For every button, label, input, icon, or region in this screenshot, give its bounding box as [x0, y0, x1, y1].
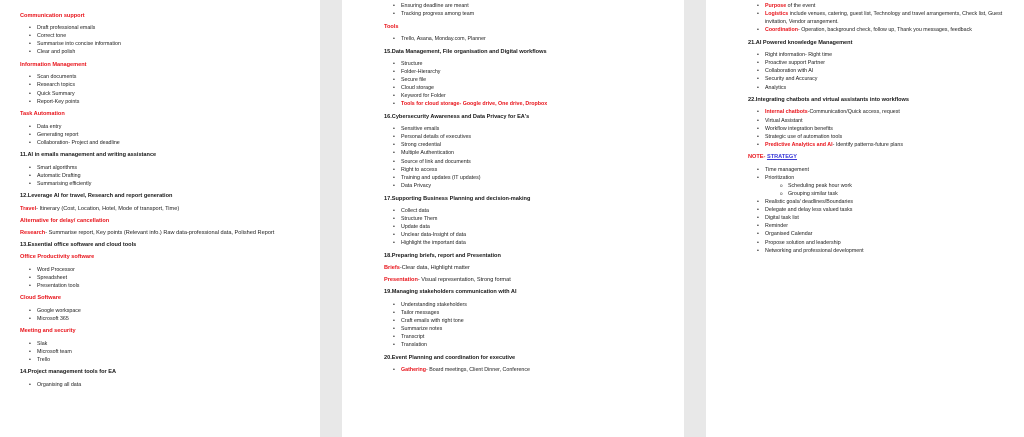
list-item	[20, 48, 320, 56]
list-item-text: of the event	[786, 3, 816, 9]
list-item	[748, 117, 1024, 125]
section-heading: 11.AI in emails management and writing assistance	[20, 152, 157, 159]
list-item-text: Highlight the important data	[401, 240, 466, 247]
bullet-list	[384, 125, 684, 190]
list-item-text: Quick Summary	[37, 90, 75, 97]
list-item	[748, 108, 1024, 116]
list-item-text: Propose solution and leadership	[765, 239, 841, 246]
list-item	[384, 182, 684, 190]
list-item-text: Source of link and documents	[401, 158, 471, 165]
list-item	[20, 40, 320, 48]
list-item-text: Transcript	[401, 333, 425, 340]
list-item-text: Summarize notes	[401, 325, 443, 332]
list-item	[20, 315, 320, 323]
list-item	[384, 125, 684, 133]
list-item	[20, 381, 320, 389]
list-item-text: Ensuring deadline are meant	[401, 3, 469, 9]
list-item	[20, 32, 320, 40]
section-heading: 15.Data Management, File organisation and Digital workflows	[384, 48, 547, 55]
list-item	[384, 333, 684, 341]
list-item-lead: Gathering	[401, 366, 427, 373]
paragraph-lead: Research	[20, 230, 46, 236]
list-item-text: Structure Them	[401, 215, 438, 222]
list-item-text: Security and Accuracy	[765, 76, 818, 83]
list-item-text: Slak	[37, 340, 48, 347]
paragraph-text: - Visual representation, Strong format	[417, 277, 511, 284]
list-item	[748, 10, 1024, 26]
list-item	[384, 341, 684, 349]
list-item	[748, 2, 1024, 10]
list-item-text: Keyword for Folder	[401, 93, 446, 100]
list-item-text: Organised Calendar	[765, 231, 813, 238]
list-item	[20, 282, 320, 290]
list-item	[384, 174, 684, 182]
list-item-text: Presentation tools	[37, 282, 80, 289]
list-item-text: Tailor messages	[401, 309, 440, 316]
list-item-text: Analytics	[765, 84, 787, 91]
list-item-text: Collect data	[401, 207, 429, 214]
list-item-text: Clear and polish	[37, 49, 76, 56]
bullet-list	[20, 73, 320, 105]
list-item-text: Microsoft team	[37, 348, 72, 355]
bullet-list	[384, 301, 684, 350]
bullet-list	[384, 366, 684, 374]
section-heading: 13.Essential office software and cloud tools	[20, 242, 137, 249]
list-item-lead: Coordination	[765, 27, 798, 34]
note-strategy-link[interactable]: STRATEGY	[766, 154, 798, 161]
list-item	[20, 180, 320, 188]
list-item-text: Summarise into concise information	[37, 41, 121, 48]
list-item	[20, 266, 320, 274]
section-heading: Office Productivity software	[20, 254, 95, 261]
section-heading: 12.Leverage AI for travel, Research and report generation	[20, 193, 173, 200]
list-item-text: Craft emails with right tone	[401, 317, 464, 324]
list-item-text: - Identify patterns-future plans	[832, 141, 903, 148]
bullet-list	[384, 207, 684, 247]
bullet-list	[20, 381, 320, 389]
list-item-text: Workflow integration benefits	[765, 125, 833, 132]
list-item-text: Data entry	[37, 123, 62, 130]
list-item	[20, 340, 320, 348]
list-item	[748, 222, 1024, 230]
list-item-text: Proactive support Partner	[765, 60, 826, 67]
section-heading: 22.Integrating chatbots and virtual assistants into workflows	[748, 97, 910, 104]
list-item	[20, 131, 320, 139]
bullet-list	[384, 35, 684, 43]
list-item-text: include venues, catering, guest list, Technology and travel arrangements, Check list, Guest invitation, Vendor arrangement.	[765, 11, 1003, 26]
list-item	[20, 139, 320, 147]
list-item	[748, 230, 1024, 238]
section-heading: Tools	[384, 23, 399, 30]
list-item-text: Data Privacy	[401, 182, 432, 189]
list-item	[748, 141, 1024, 149]
list-item	[384, 133, 684, 141]
paragraph	[20, 229, 320, 237]
list-item	[748, 239, 1024, 247]
list-item	[384, 68, 684, 76]
list-item-text: Multiple Authentication	[401, 150, 455, 157]
section-heading: 17.Supporting Business Planning and decision-making	[384, 195, 531, 202]
paragraph-lead: Presentation	[384, 277, 418, 284]
list-item	[20, 172, 320, 180]
document-page-3	[706, 0, 1024, 437]
list-item-text: Virtual Assistant	[765, 117, 803, 124]
section-heading: 14.Project management tools for EA	[20, 369, 117, 376]
list-item-text: Strategic use of automation tools	[765, 133, 843, 140]
list-item	[384, 223, 684, 231]
list-item	[384, 2, 684, 10]
list-item-text: Google workspace	[37, 307, 81, 314]
list-item	[384, 84, 684, 92]
list-item	[20, 356, 320, 364]
paragraph-lead: Travel	[20, 205, 37, 212]
section-heading: 18.Preparing briefs, report and Presentation	[384, 252, 501, 259]
bullet-list	[20, 24, 320, 56]
list-item	[748, 174, 1024, 182]
sub-list-item	[748, 182, 1024, 190]
list-item-text: - Board meetings, Client Dinner, Conference	[426, 366, 530, 373]
list-item	[748, 26, 1024, 34]
list-item	[748, 214, 1024, 222]
list-item-text: Tracking progress among team	[401, 11, 475, 18]
list-item-lead: Predictive Analytics and AI	[765, 141, 833, 148]
section-heading: Information Management	[20, 62, 87, 69]
list-item	[748, 75, 1024, 83]
list-item-text: Unclear data-Insight of data	[401, 232, 467, 238]
list-item-text: Structure	[401, 60, 423, 67]
list-item	[748, 247, 1024, 255]
list-item	[384, 35, 684, 43]
list-item-text: Collaboration- Project and deadline	[37, 139, 120, 146]
list-item-text: Research topics	[37, 82, 75, 89]
list-item-text: Understanding stakeholders	[401, 301, 467, 308]
section-heading: Communication support	[20, 13, 85, 19]
bullet-list	[20, 164, 320, 188]
list-item	[384, 215, 684, 223]
note-label: NOTE-	[748, 154, 767, 161]
list-item	[384, 325, 684, 333]
list-item-text: Word Processor	[37, 266, 75, 273]
list-item	[20, 123, 320, 131]
list-item-text: Collaboration with AI	[765, 68, 814, 75]
bullet-list	[20, 266, 320, 290]
list-item-text: Scan documents	[37, 74, 77, 81]
list-item-text: Prioritization	[765, 174, 795, 181]
list-item-text: Time management	[765, 166, 809, 173]
section-heading: Meeting and security	[20, 328, 76, 335]
paragraph	[384, 276, 684, 284]
list-item	[384, 366, 684, 374]
list-item	[748, 133, 1024, 141]
list-item	[20, 307, 320, 315]
list-item	[748, 166, 1024, 174]
paragraph-text: -Clear data, Highlight matter	[399, 264, 470, 271]
list-item	[384, 92, 684, 100]
list-item	[20, 73, 320, 81]
list-item-lead: Purpose	[765, 3, 787, 9]
list-item	[384, 309, 684, 317]
bullet-list	[384, 60, 684, 109]
bullet-list	[20, 340, 320, 364]
list-item-text: Trello, Asana, Monday.com, Planner	[401, 35, 486, 42]
bullet-list	[20, 307, 320, 323]
list-item-text: Right information- Right time	[765, 52, 833, 59]
list-item-text: Networking and professional development	[765, 247, 864, 254]
list-item	[748, 59, 1024, 67]
list-item-text: Reminder	[765, 223, 788, 230]
list-item-text: Generating report	[37, 131, 79, 138]
list-item-text: Secure file	[401, 77, 427, 84]
list-item	[748, 198, 1024, 206]
list-item	[384, 239, 684, 247]
list-item-text: Organising all data	[37, 381, 82, 388]
list-item-text: Right to access	[401, 166, 438, 173]
sub-list-item	[748, 190, 1024, 198]
list-item-text: Training and updates (IT updates)	[401, 174, 481, 181]
bullet-list	[20, 123, 320, 147]
list-item-text: Delegate and delay less valued tasks	[765, 207, 853, 214]
bullet-list	[748, 51, 1024, 91]
list-item-text: Sensitive emails	[401, 126, 440, 133]
list-item-text: Strong credential	[401, 142, 442, 149]
list-item-lead: Internal chatbots	[765, 109, 808, 116]
list-item-text: Correct tone	[37, 33, 67, 40]
list-item	[384, 100, 684, 108]
list-item-text: Grouping similar task	[788, 190, 838, 197]
list-item	[748, 206, 1024, 214]
list-item	[384, 166, 684, 174]
list-item-text: Spreadsheet	[37, 274, 68, 281]
section-heading: Cloud Software	[20, 295, 62, 302]
list-item	[20, 274, 320, 282]
list-item-text: Summarising efficiently	[37, 180, 92, 187]
list-item-text: Personal details of executives	[401, 134, 472, 141]
bullet-list	[748, 166, 1024, 255]
list-item	[384, 141, 684, 149]
list-item	[748, 51, 1024, 59]
list-item	[384, 207, 684, 215]
list-item	[20, 98, 320, 106]
list-item-text: Trello	[37, 356, 51, 363]
list-item-text: Automatic Drafting	[37, 172, 81, 179]
list-item	[384, 317, 684, 325]
list-item-text: Draft professional emails	[37, 25, 96, 32]
section-heading: 21.AI Powered knowledge Management	[748, 39, 853, 46]
list-item-text: -Communication/Quick access, request	[807, 109, 900, 116]
list-item	[384, 10, 684, 18]
section-heading: Task Automation	[20, 111, 65, 118]
list-item-lead: Tools for cloud storage- Google drive, One drive, Dropbox	[401, 101, 548, 108]
bullet-list	[384, 2, 684, 18]
list-item-text: Cloud storage	[401, 85, 434, 92]
list-item-text: Scheduling peak hour work	[788, 182, 852, 189]
list-item-text: Update data	[401, 223, 430, 230]
list-item-text: Translation	[401, 342, 428, 348]
section-heading: 19.Managing stakeholders communication with AI	[384, 289, 517, 296]
list-item	[384, 60, 684, 68]
section-heading: 20.Event Planning and coordination for executive	[384, 354, 516, 361]
document-page-1	[0, 0, 320, 437]
paragraph-text: - Summarise report, Key points (Relevant info.) Raw data-professional data, Polished Report	[45, 230, 275, 236]
list-item	[748, 84, 1024, 92]
list-item-text: Realistic goals/ deadlines/Boundaries	[765, 199, 854, 206]
list-item	[384, 76, 684, 84]
list-item-lead: Logistics	[765, 11, 789, 18]
list-item	[748, 125, 1024, 133]
paragraph-lead: Briefs	[384, 264, 400, 271]
paragraph	[20, 205, 320, 213]
list-item	[748, 67, 1024, 75]
list-item-text: - Operation, background check, follow up, Thank you messages, feedback	[797, 27, 972, 34]
bullet-list	[748, 108, 1024, 148]
list-item	[384, 158, 684, 166]
document-page-2	[342, 0, 684, 437]
list-item	[20, 81, 320, 89]
list-item	[20, 24, 320, 32]
list-item	[20, 164, 320, 172]
section-heading: 16.Cybersecurity Awareness and Data Privacy for EA's	[384, 114, 530, 120]
list-item	[384, 301, 684, 309]
list-item-text: Folder-Hierarchy	[401, 68, 441, 75]
list-item	[384, 149, 684, 157]
paragraph	[384, 264, 684, 272]
list-item-text: Digital task list	[765, 215, 799, 222]
list-item-text: Microsoft 365	[37, 315, 69, 322]
list-item-text: Report-Key points	[37, 98, 80, 105]
note-heading	[748, 153, 1024, 161]
paragraph-text: - Itinerary (Cost, Location, Hotel, Mode of transport, Time)	[36, 205, 180, 212]
section-heading: Alternative for delay/ cancellation	[20, 217, 110, 224]
list-item-text: Smart algorithms	[37, 164, 78, 171]
list-item	[20, 90, 320, 98]
list-item	[20, 348, 320, 356]
bullet-list	[748, 2, 1024, 34]
list-item	[384, 231, 684, 239]
